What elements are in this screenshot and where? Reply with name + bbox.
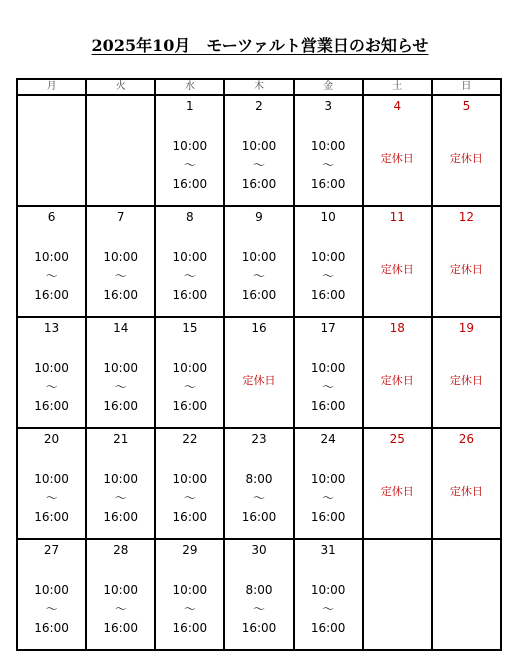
day-number: 3 (324, 99, 332, 113)
day-number: 1 (186, 99, 194, 113)
business-hours (295, 137, 362, 194)
business-hours (295, 248, 362, 305)
business-hours (18, 470, 85, 527)
weekday-header-row (17, 79, 501, 95)
business-hours (87, 470, 154, 527)
business-hours (295, 470, 362, 527)
day-cell (224, 206, 293, 317)
day-cell (294, 317, 363, 428)
open-time: 10:00 (34, 361, 69, 375)
business-hours (295, 359, 362, 416)
day-number: 4 (393, 99, 402, 113)
time-separator: ～ (45, 491, 58, 505)
business-hours (225, 248, 292, 305)
empty-day-cell (17, 95, 86, 206)
weekday-fri: 金 (294, 79, 363, 95)
day-number: 15 (182, 321, 198, 335)
close-time: 16:00 (172, 177, 208, 191)
day-number: 14 (113, 321, 129, 335)
day-number: 9 (255, 210, 263, 224)
day-cell (17, 206, 86, 317)
day-number: 7 (116, 210, 125, 224)
time-separator: ～ (183, 602, 196, 616)
open-time: 10:00 (103, 250, 138, 264)
empty-day-cell (432, 539, 501, 650)
time-separator: ～ (45, 380, 58, 394)
close-time: 16:00 (103, 510, 138, 524)
week-row (17, 317, 501, 428)
day-cell (155, 428, 224, 539)
closed-label: 定休日 (380, 263, 414, 276)
time-separator: ～ (322, 380, 335, 394)
closed-label: 定休日 (242, 374, 276, 387)
time-separator: ～ (114, 602, 127, 616)
closed-label: 定休日 (449, 485, 483, 498)
close-time: 16:00 (241, 510, 277, 524)
day-number: 12 (458, 210, 475, 224)
closed-label: 定休日 (380, 485, 414, 498)
day-cell (224, 95, 293, 206)
open-time: 8:00 (245, 583, 273, 597)
week-row (17, 95, 501, 206)
day-number: 23 (251, 432, 267, 446)
open-time: 10:00 (103, 583, 138, 597)
day-number: 19 (458, 321, 475, 335)
business-hours (156, 581, 223, 638)
day-cell (432, 95, 501, 206)
open-time: 10:00 (172, 472, 208, 486)
day-cell (155, 95, 224, 206)
close-time: 16:00 (172, 288, 208, 302)
close-time: 16:00 (310, 177, 346, 191)
close-time: 16:00 (241, 177, 277, 191)
day-cell (155, 206, 224, 317)
calendar-body (17, 95, 501, 650)
page-title: 2025年10月 モーツァルト営業日のお知らせ (91, 36, 429, 55)
weekday-thu: 木 (224, 79, 293, 95)
closed-label: 定休日 (449, 152, 483, 165)
close-time: 16:00 (103, 621, 138, 635)
day-cell (294, 428, 363, 539)
weekday-tue: 火 (86, 79, 155, 95)
day-cell (224, 428, 293, 539)
day-number: 24 (320, 432, 336, 446)
close-time: 16:00 (310, 510, 346, 524)
day-number: 5 (462, 99, 471, 113)
close-time: 16:00 (172, 399, 208, 413)
open-time: 10:00 (310, 472, 346, 486)
day-cell (432, 428, 501, 539)
close-time: 16:00 (34, 621, 69, 635)
open-time: 10:00 (172, 583, 208, 597)
close-time: 16:00 (241, 621, 277, 635)
day-cell (363, 428, 432, 539)
open-time: 10:00 (241, 250, 277, 264)
time-separator: ～ (45, 602, 58, 616)
day-number: 22 (182, 432, 198, 446)
day-number: 26 (458, 432, 475, 446)
day-cell (17, 539, 86, 650)
time-separator: ～ (252, 158, 265, 172)
time-separator: ～ (114, 491, 127, 505)
time-separator: ～ (183, 269, 196, 283)
close-time: 16:00 (310, 621, 346, 635)
day-cell (224, 317, 293, 428)
time-separator: ～ (114, 269, 127, 283)
day-number: 20 (43, 432, 60, 446)
weekday-sat: 土 (363, 79, 432, 95)
open-time: 10:00 (310, 583, 346, 597)
open-time: 10:00 (172, 361, 208, 375)
close-time: 16:00 (310, 399, 346, 413)
time-separator: ～ (322, 269, 335, 283)
open-time: 10:00 (103, 472, 138, 486)
open-time: 10:00 (34, 472, 69, 486)
day-number: 8 (186, 210, 194, 224)
business-hours (295, 581, 362, 638)
time-separator: ～ (114, 380, 127, 394)
time-separator: ～ (45, 269, 58, 283)
day-number: 6 (47, 210, 56, 224)
day-cell (294, 539, 363, 650)
open-time: 10:00 (172, 139, 208, 153)
business-hours (156, 248, 223, 305)
close-time: 16:00 (34, 288, 69, 302)
day-number: 28 (113, 543, 129, 557)
day-number: 25 (389, 432, 405, 446)
day-cell (294, 95, 363, 206)
open-time: 10:00 (310, 250, 346, 264)
day-cell (17, 317, 86, 428)
time-separator: ～ (252, 491, 265, 505)
day-number: 30 (251, 543, 267, 557)
close-time: 16:00 (310, 288, 346, 302)
time-separator: ～ (183, 491, 196, 505)
business-hours (156, 470, 223, 527)
day-number: 2 (255, 99, 263, 113)
business-hours (156, 359, 223, 416)
open-time: 10:00 (34, 583, 69, 597)
business-hours (225, 137, 292, 194)
open-time: 10:00 (310, 361, 346, 375)
business-hours (156, 137, 223, 194)
calendar-table (16, 78, 502, 651)
day-cell (17, 428, 86, 539)
day-number: 29 (182, 543, 198, 557)
closed-label: 定休日 (380, 152, 414, 165)
day-number: 13 (43, 321, 60, 335)
week-row (17, 539, 501, 650)
day-number: 18 (389, 321, 405, 335)
day-number: 11 (389, 210, 405, 224)
time-separator: ～ (183, 380, 196, 394)
day-cell (432, 317, 501, 428)
week-row (17, 428, 501, 539)
day-number: 21 (113, 432, 129, 446)
day-cell (294, 206, 363, 317)
day-cell (86, 539, 155, 650)
open-time: 10:00 (103, 361, 138, 375)
business-hours (18, 248, 85, 305)
close-time: 16:00 (34, 510, 69, 524)
close-time: 16:00 (103, 399, 138, 413)
day-cell (155, 539, 224, 650)
day-number: 10 (320, 210, 336, 224)
open-time: 8:00 (245, 472, 273, 486)
business-hours (87, 248, 154, 305)
day-cell (86, 428, 155, 539)
closed-label: 定休日 (380, 374, 414, 387)
day-cell (363, 206, 432, 317)
business-hours (87, 581, 154, 638)
day-cell (432, 206, 501, 317)
business-hours (225, 470, 292, 527)
day-cell (86, 206, 155, 317)
empty-day-cell (86, 95, 155, 206)
day-cell (224, 539, 293, 650)
open-time: 10:00 (172, 250, 208, 264)
business-hours (87, 359, 154, 416)
close-time: 16:00 (172, 621, 208, 635)
time-separator: ～ (252, 269, 265, 283)
week-row (17, 206, 501, 317)
day-number: 17 (320, 321, 336, 335)
weekday-mon: 月 (17, 79, 86, 95)
close-time: 16:00 (172, 510, 208, 524)
business-hours (18, 359, 85, 416)
close-time: 16:00 (241, 288, 277, 302)
closed-label: 定休日 (449, 374, 483, 387)
day-cell (363, 95, 432, 206)
close-time: 16:00 (103, 288, 138, 302)
time-separator: ～ (322, 158, 335, 172)
time-separator: ～ (252, 602, 265, 616)
day-number: 27 (43, 543, 60, 557)
time-separator: ～ (322, 491, 335, 505)
day-cell (363, 317, 432, 428)
open-time: 10:00 (34, 250, 69, 264)
day-number: 16 (251, 321, 267, 335)
business-hours (18, 581, 85, 638)
time-separator: ～ (322, 602, 335, 616)
day-cell (86, 317, 155, 428)
business-hours (225, 581, 292, 638)
weekday-sun: 日 (432, 79, 501, 95)
day-number: 31 (320, 543, 336, 557)
weekday-wed: 水 (155, 79, 224, 95)
open-time: 10:00 (241, 139, 277, 153)
time-separator: ～ (183, 158, 196, 172)
empty-day-cell (363, 539, 432, 650)
close-time: 16:00 (34, 399, 69, 413)
day-cell (155, 317, 224, 428)
open-time: 10:00 (310, 139, 346, 153)
closed-label: 定休日 (449, 263, 483, 276)
